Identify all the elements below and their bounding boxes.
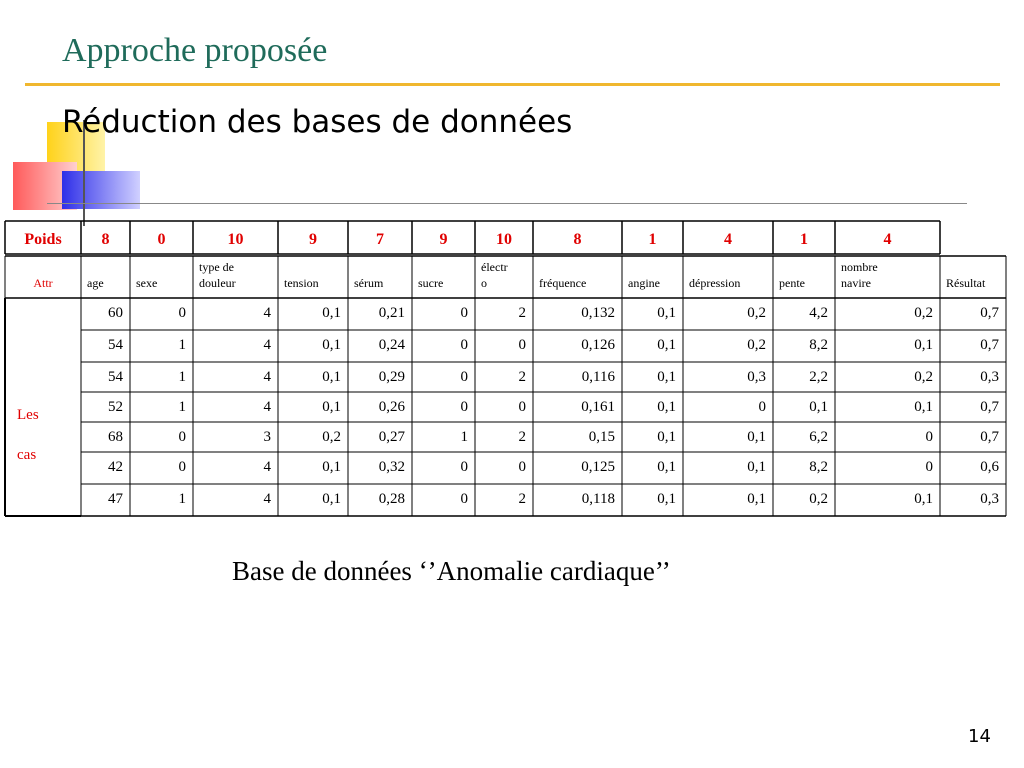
weight-value: 8 (573, 231, 582, 248)
column-header: Résultat (946, 276, 986, 290)
column-header: age (87, 276, 104, 290)
table-cell: 60 (108, 305, 123, 321)
column-header: type de (199, 260, 234, 274)
table-cell: 0,28 (378, 491, 405, 507)
table-cell: 4 (263, 337, 271, 353)
table-cell: 0,1 (747, 491, 766, 507)
table-cell: 0 (460, 491, 468, 507)
table-cell: 2,2 (809, 369, 828, 385)
table-cell: 1 (178, 337, 186, 353)
column-header: tension (284, 276, 319, 290)
table-cell: 4 (263, 399, 271, 415)
table-cell: 0,118 (581, 491, 615, 507)
column-header: douleur (199, 276, 236, 290)
table-cell: 0,1 (322, 459, 341, 475)
table-cell: 0,1 (914, 491, 933, 507)
table-cell: 0,1 (914, 399, 933, 415)
table-cell: 0,132 (581, 305, 615, 321)
cases-label: cas (17, 447, 37, 463)
weight-value: 10 (496, 231, 512, 248)
table-cell: 0,2 (914, 369, 933, 385)
table-cell: 0,15 (588, 429, 615, 445)
table-cell: 2 (518, 305, 526, 321)
table-cell: 8,2 (809, 337, 828, 353)
table-cell: 0,1 (657, 459, 676, 475)
table-cell: 0 (460, 369, 468, 385)
table-cell: 0,21 (378, 305, 405, 321)
table-cell: 4 (263, 305, 271, 321)
table-cell: 0,1 (747, 429, 766, 445)
column-header: sexe (136, 276, 158, 290)
weight-value: 7 (376, 231, 384, 248)
decoration-horizontal-line (47, 203, 967, 204)
table-cell: 0,1 (657, 369, 676, 385)
weight-value: 9 (439, 231, 448, 248)
table-cell: 54 (108, 337, 123, 353)
table-cell: 0,1 (322, 337, 341, 353)
table-cell: 0,2 (809, 491, 828, 507)
weights-label: Poids (24, 231, 62, 248)
table-cell: 2 (518, 429, 526, 445)
weight-value: 4 (724, 231, 732, 248)
table-cell: 0,2 (747, 305, 766, 321)
weight-value: 1 (800, 231, 808, 248)
attr-label: Attr (33, 276, 53, 290)
table-cell: 0 (178, 459, 186, 475)
table-cell: 4 (263, 491, 271, 507)
data-table (3, 219, 1007, 519)
table-cell: 3 (263, 429, 271, 445)
table-cell: 4 (263, 459, 271, 475)
column-header: nombre (841, 260, 878, 274)
table-cell: 0,3 (980, 369, 999, 385)
table-cell: 0,32 (378, 459, 405, 475)
table-cell: 0 (925, 459, 933, 475)
table-cell: 0,1 (322, 369, 341, 385)
table-cell: 2 (518, 491, 526, 507)
table-cell: 0 (518, 337, 526, 353)
table-cell: 0,3 (980, 491, 999, 507)
column-header: navire (841, 276, 871, 290)
table-cell: 0,1 (657, 337, 676, 353)
table-cell: 1 (178, 399, 186, 415)
table-cell: 0 (758, 399, 766, 415)
table-cell: 1 (460, 429, 468, 445)
table-cell: 0,125 (581, 459, 615, 475)
table-cell: 0,1 (322, 399, 341, 415)
table-cell: 0,1 (657, 399, 676, 415)
table-cell: 0,116 (581, 369, 615, 385)
table-cell: 0,3 (747, 369, 766, 385)
table-cell: 0 (460, 305, 468, 321)
table-cell: 68 (108, 429, 123, 445)
weight-value: 8 (101, 231, 110, 248)
column-header: sucre (418, 276, 444, 290)
column-header: angine (628, 276, 660, 290)
table-cell: 0,1 (657, 429, 676, 445)
table-cell: 0 (178, 305, 186, 321)
weight-value: 9 (309, 231, 317, 248)
table-cell: 8,2 (809, 459, 828, 475)
table-cell: 4,2 (809, 305, 828, 321)
table-cell: 52 (108, 399, 123, 415)
table-cell: 1 (178, 369, 186, 385)
weight-value: 10 (227, 231, 244, 248)
weight-value: 1 (648, 231, 657, 248)
table-cell: 0,7 (980, 429, 999, 445)
table-cell: 0 (925, 429, 933, 445)
table-cell: 0,7 (980, 399, 999, 415)
table-cell: 0,2 (747, 337, 766, 353)
table-cell: 0,1 (747, 459, 766, 475)
table-cell: 0,27 (378, 429, 405, 445)
table-cell: 0,2 (322, 429, 341, 445)
table-cell: 0,6 (980, 459, 999, 475)
weight-value: 4 (883, 231, 892, 248)
column-header: dépression (689, 276, 741, 290)
table-cell: 0,24 (378, 337, 405, 353)
column-header: sérum (354, 276, 384, 290)
table-cell: 0 (518, 399, 526, 415)
table-cell: 6,2 (809, 429, 828, 445)
title-rule (25, 83, 1000, 86)
table-cell: 0,1 (657, 305, 676, 321)
table-cell: 0,161 (581, 399, 615, 415)
table-cell: 0 (518, 459, 526, 475)
table-cell: 0,26 (378, 399, 405, 415)
table-cell: 0,29 (378, 369, 405, 385)
cases-label: Les (17, 407, 39, 423)
table-cell: 47 (108, 491, 123, 507)
table-cell: 0,7 (980, 305, 999, 321)
table-cell: 0,126 (581, 337, 615, 353)
slide-title: Approche proposée (62, 32, 328, 69)
table-cell: 4 (263, 369, 271, 385)
table-cell: 0,2 (914, 305, 933, 321)
slide-subtitle: Réduction des bases de données (62, 104, 573, 140)
table-cell: 0 (460, 459, 468, 475)
table-cell: 0 (460, 337, 468, 353)
table-cell: 42 (108, 459, 123, 475)
column-header: fréquence (539, 276, 587, 290)
column-header: électr (481, 260, 508, 274)
column-header: pente (779, 276, 805, 290)
table-cell: 0,1 (914, 337, 933, 353)
table-cell: 0,1 (657, 491, 676, 507)
column-header: o (481, 276, 487, 290)
table-cell: 2 (518, 369, 526, 385)
page-number: 14 (968, 726, 991, 747)
table-cell: 0,1 (322, 491, 341, 507)
table-cell: 0,1 (322, 305, 341, 321)
table-cell: 0,1 (809, 399, 828, 415)
table-caption: Base de données ‘’Anomalie cardiaque’’ (232, 556, 671, 586)
weight-value: 0 (157, 231, 166, 248)
table-cell: 0 (178, 429, 186, 445)
table-cell: 0,7 (980, 337, 999, 353)
table-cell: 1 (178, 491, 186, 507)
table-cell: 54 (108, 369, 123, 385)
table-cell: 0 (460, 399, 468, 415)
